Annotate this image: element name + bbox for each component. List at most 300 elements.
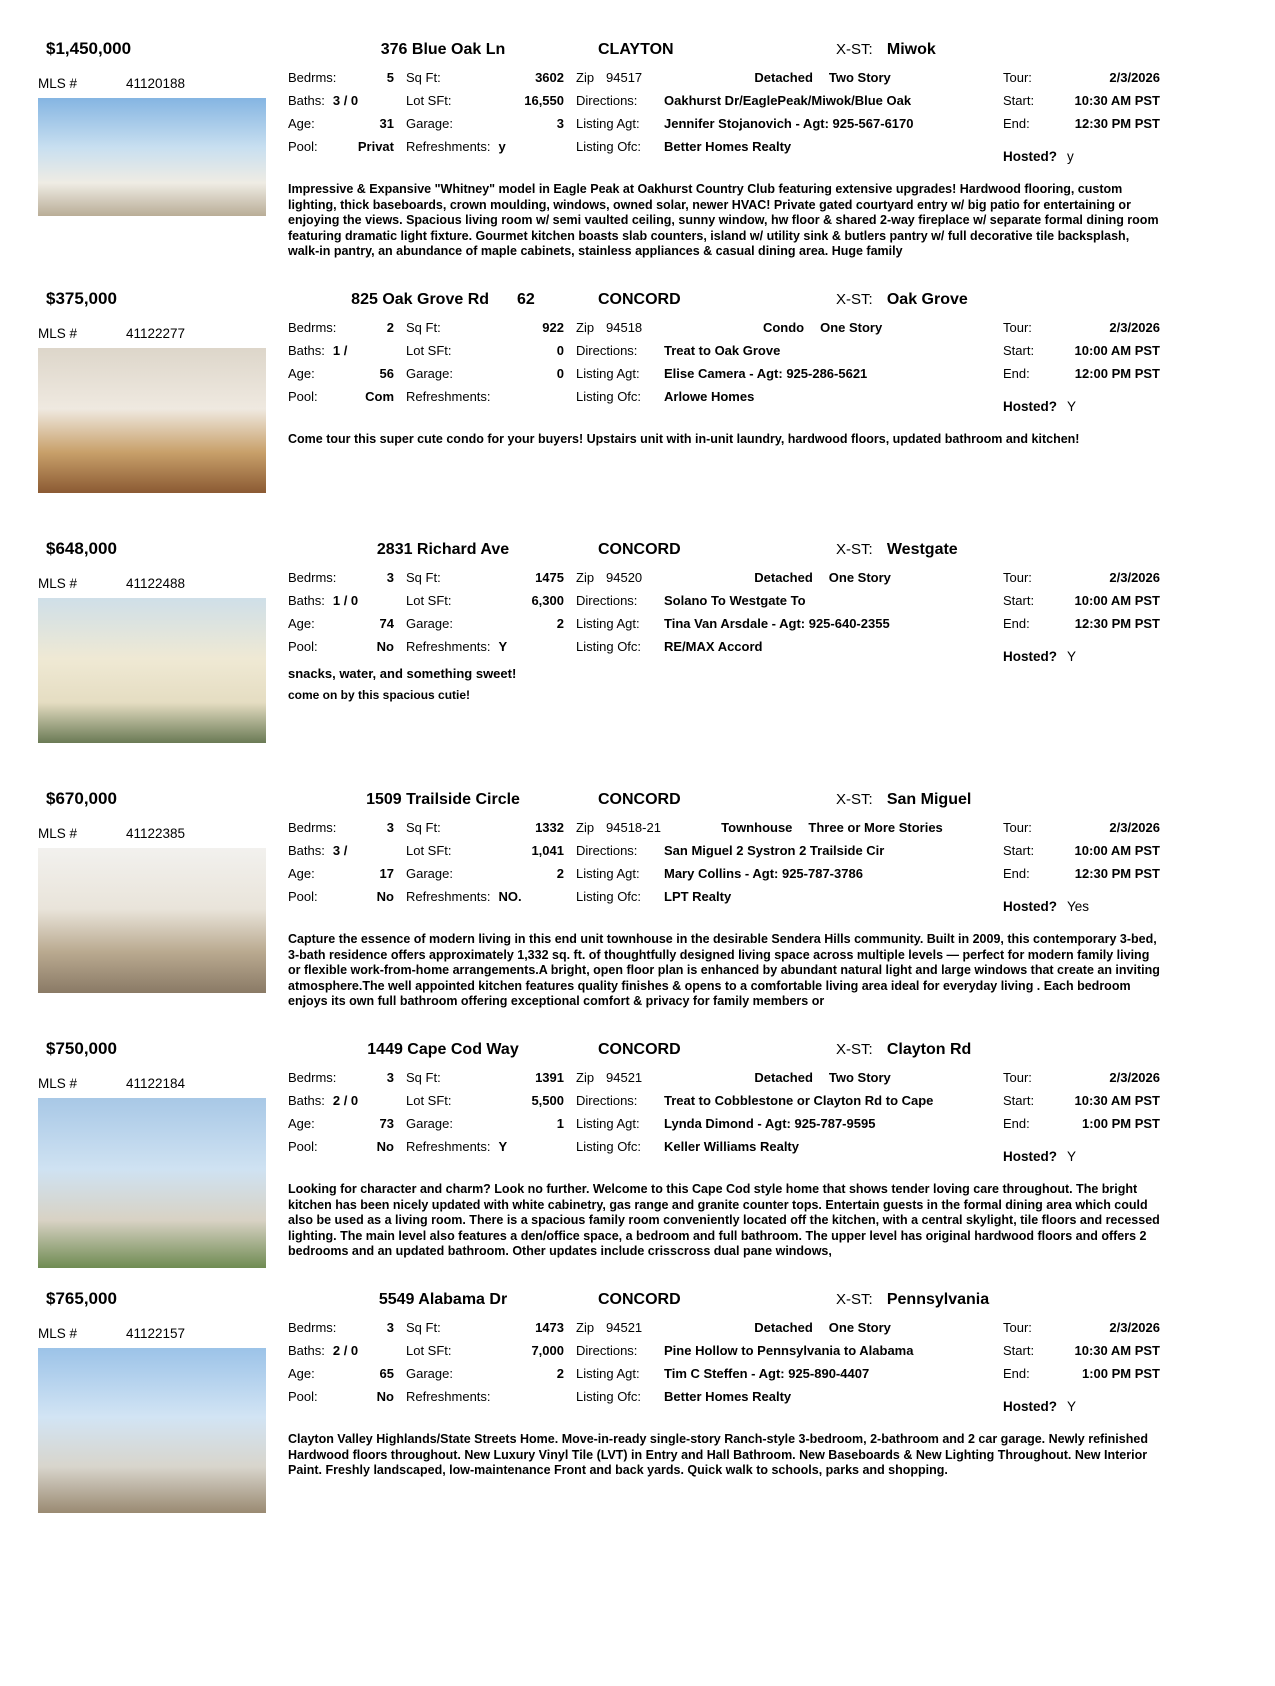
zip-value: 94518 [606,320,643,335]
listing-right-column [288,820,1160,1036]
lot-sqft-label: Lot SFt: [406,593,452,608]
details-column-b [406,1320,576,1414]
end-time-row [1003,616,1160,639]
baths-row [288,343,406,366]
details-column-a [288,570,406,664]
listing-photo [38,848,266,993]
hosted-label: Hosted? [1003,899,1057,914]
listing-address-block [288,541,598,559]
tour-date-value: 2/3/2026 [1109,1320,1160,1335]
property-type-block [642,570,1003,585]
listing-body [38,1320,1160,1556]
refreshments-label: Refreshments: [406,639,491,654]
listing-description: Capture the essence of modern living in this end unit townhouse in the desirable Sendera Hills community. Built in 2009, this contemporary 3-bed, 3-bath residence offers approximately 1,332 sq. ft. of thoughtfully designed living space across multiple levels — perfect for modern family living or flexible work-from-home arrangements.A bright, open floor plan is enhanced by abundant natural light and large windows that create an inviting atmosphere.The well appointed kitchen features quality finishes & opens to a comfortable living area ideal for everyday living . Each bedroom enjoys its own full bathroom offering exceptional comfort & privacy for family members or [288,932,1160,1009]
hosted-row [1003,399,1160,414]
cross-street-value: Oak Grove [886,291,968,308]
refreshments-note-line1: snacks, water, and something sweet! [288,666,517,681]
pool-label: Pool: [288,889,318,904]
listing-agent-label: Listing Agt: [576,616,640,631]
zip-label: Zip [576,320,595,335]
start-time-value: 10:00 AM PST [1074,843,1160,858]
details-column-b [406,1070,576,1164]
details-column-d [1003,70,1160,164]
end-time-row [1003,1116,1160,1139]
listing-header [38,286,1160,320]
pool-label: Pool: [288,1389,318,1404]
baths-label: Baths: [288,843,325,858]
cross-street-label: X-ST: [836,291,873,308]
listing-office-value: RE/MAX Accord [664,639,763,654]
cross-street-value: San Miguel [886,791,972,808]
listing-right-column [288,1070,1160,1286]
listing-right-column [288,1320,1160,1556]
property-type-block [642,1320,1003,1335]
listing-address: 2831 Richard Ave [376,541,510,558]
cross-street-label: X-ST: [836,1041,873,1058]
listing-left-column [38,1320,288,1556]
start-time-value: 10:00 AM PST [1074,343,1160,358]
listing-unit: 62 [517,291,535,308]
details-column-a [288,820,406,914]
age-label: Age: [288,616,315,631]
garage-label: Garage: [406,1116,453,1131]
end-time-row [1003,366,1160,389]
sqft-value: 1475 [535,570,564,585]
directions-row [576,593,1003,616]
sqft-row [406,1070,576,1093]
start-time-row [1003,1093,1160,1116]
listing-right-column [288,570,1160,786]
bedrooms-label: Bedrms: [288,70,337,85]
listing-office-label: Listing Ofc: [576,389,642,404]
tour-date-row [1003,1070,1160,1093]
hosted-row [1003,149,1160,164]
tour-date-value: 2/3/2026 [1109,570,1160,585]
listing-left-column [38,570,288,786]
bedrooms-value: 3 [386,1070,394,1085]
listing-details-grid [288,320,1160,414]
refreshments-notes [288,666,1160,708]
age-row [288,866,406,889]
listing-agent-row [576,1366,1003,1389]
directions-label: Directions: [576,843,638,858]
listing-address: 376 Blue Oak Ln [380,41,506,58]
property-type: Townhouse [721,820,793,835]
listing-body [38,320,1160,536]
listing-office-row [576,1389,1003,1412]
mls-label: MLS # [38,75,78,91]
listing-price: $750,000 [46,1039,117,1058]
zip-type-row [576,570,1003,593]
listing-city: CONCORD [598,291,681,308]
sqft-value: 3602 [535,70,564,85]
baths-value: 1 / [332,343,348,358]
directions-value: Solano To Westgate To [664,593,806,608]
refreshments-row [406,389,576,412]
sqft-label: Sq Ft: [406,1070,441,1085]
directions-label: Directions: [576,93,638,108]
lot-sqft-row [406,593,576,616]
listing-price: $375,000 [46,289,117,308]
pool-row [288,1139,406,1162]
cross-street-block [788,36,1160,59]
listing-card [38,536,1160,786]
pool-value: Privat [357,139,394,154]
zip-value: 94521 [606,1320,643,1335]
listing-agent-value: Mary Collins - Agt: 925-787-3786 [664,866,863,881]
zip-label: Zip [576,1070,595,1085]
tour-date-label: Tour: [1003,1320,1032,1335]
directions-value: Treat to Cobblestone or Clayton Rd to Cape [664,1093,934,1108]
garage-value: 3 [556,116,564,131]
zip-value: 94518-21 [606,820,661,835]
listing-body [38,70,1160,286]
tour-date-row [1003,570,1160,593]
age-label: Age: [288,1116,315,1131]
listing-agent-label: Listing Agt: [576,116,640,131]
hosted-value: Y [1067,399,1077,414]
lot-sqft-value: 7,000 [531,1343,564,1358]
details-column-b [406,320,576,414]
listing-right-column [288,320,1160,536]
lot-sqft-label: Lot SFt: [406,843,452,858]
sqft-value: 1391 [535,1070,564,1085]
cross-street-label: X-ST: [836,1291,873,1308]
age-row [288,366,406,389]
tour-date-label: Tour: [1003,70,1032,85]
tour-date-row [1003,1320,1160,1343]
lot-sqft-value: 16,550 [524,93,564,108]
listing-description: Clayton Valley Highlands/State Streets Home. Move-in-ready single-story Ranch-style 3-bedroom, 2-bathroom and 2 car garage. Newly refinished Hardwood floors throughout. New Luxury Vinyl Tile (LVT) in Entry and Hall Bathroom. New Baseboards & New Lighting Throughout. New Interior Paint. Freshly landscaped, low-maintenance Front and back yards. Quick walk to schools, parks and shopping. [288,1432,1148,1478]
start-time-row [1003,93,1160,116]
property-stories: Three or More Stories [808,820,943,835]
zip-type-row [576,70,1003,93]
details-column-c [576,320,1003,414]
refreshments-label: Refreshments: [406,1139,491,1154]
bedrooms-value: 3 [386,1320,394,1335]
pool-row [288,889,406,912]
listing-left-column [38,1070,288,1286]
cross-street-block [788,1036,1160,1059]
property-type: Condo [762,320,805,335]
pool-value: No [376,1389,394,1404]
listing-agent-row [576,1116,1003,1139]
mls-number: 41122157 [126,1325,186,1341]
garage-row [406,866,576,889]
hosted-value: Y [1067,1399,1077,1414]
listing-card [38,786,1160,1036]
listing-details-grid [288,820,1160,914]
tour-date-row [1003,320,1160,343]
baths-label: Baths: [288,593,325,608]
listing-card [38,36,1160,286]
sqft-row [406,70,576,93]
zip-type-row [576,320,1003,343]
listing-office-value: Arlowe Homes [664,389,755,404]
listing-address-block [288,791,598,809]
hosted-label: Hosted? [1003,149,1057,164]
pool-label: Pool: [288,389,318,404]
pool-label: Pool: [288,1139,318,1154]
property-type-block [661,820,1003,835]
directions-value: San Miguel 2 Systron 2 Trailside Cir [664,843,885,858]
sqft-row [406,570,576,593]
tour-date-row [1003,70,1160,93]
listing-description: Come tour this super cute condo for your buyers! Upstairs unit with in-unit laundry, hardwood floors, updated bathroom and kitchen! [288,432,1080,446]
refreshments-value: Y [498,639,508,654]
listing-card [38,1036,1160,1286]
tour-sheet [38,36,1160,1556]
bedrooms-row [288,1070,406,1093]
start-time-value: 10:00 AM PST [1074,593,1160,608]
details-column-a [288,70,406,164]
listing-description: Looking for character and charm? Look no further. Welcome to this Cape Cod style home that shows tender loving care throughout. The bright kitchen has been nicely updated with white cabinetry, gas range and granite counter tops. Entertain guests in the formal dining area which could also be used as a living room. There is a spacious family room conveniently located off the kitchen, with a central skylight, tile floors and recessed lighting. The main level also features a den/office space, a bedroom and full bathroom. The upper level has original hardwood floors and offers 2 bedrooms and an updated bathroom. Other updates include crisscross dual pane windows, [288,1182,1160,1259]
listing-agent-row [576,116,1003,139]
directions-value: Treat to Oak Grove [664,343,781,358]
listing-office-value: LPT Realty [664,889,732,904]
sqft-label: Sq Ft: [406,570,441,585]
age-value: 73 [379,1116,394,1131]
baths-row [288,1343,406,1366]
lot-sqft-value: 0 [556,343,564,358]
lot-sqft-value: 1,041 [531,843,564,858]
zip-label: Zip [576,70,595,85]
end-time-label: End: [1003,616,1030,631]
listing-photo [38,1348,266,1513]
sqft-label: Sq Ft: [406,820,441,835]
listing-agent-label: Listing Agt: [576,1116,640,1131]
bedrooms-label: Bedrms: [288,820,337,835]
garage-label: Garage: [406,866,453,881]
refreshments-row [406,1389,576,1412]
end-time-value: 1:00 PM PST [1081,1366,1160,1381]
end-time-row [1003,1366,1160,1389]
listing-details-grid [288,1070,1160,1164]
garage-value: 2 [556,1366,564,1381]
listing-office-label: Listing Ofc: [576,889,642,904]
garage-value: 0 [556,366,564,381]
listing-city: CONCORD [598,1291,681,1308]
tour-date-label: Tour: [1003,320,1032,335]
listing-photo [38,348,266,493]
cross-street-block [788,536,1160,559]
listing-photo [38,1098,266,1268]
pool-value: Com [365,389,394,404]
start-time-label: Start: [1003,343,1035,358]
listing-body [38,1070,1160,1286]
refreshments-label: Refreshments: [406,889,491,904]
listing-office-label: Listing Ofc: [576,639,642,654]
age-value: 56 [379,366,394,381]
zip-label: Zip [576,1320,595,1335]
age-row [288,1116,406,1139]
property-type-block [642,320,1003,335]
mls-number: 41122184 [126,1075,186,1091]
age-value: 17 [379,866,394,881]
refreshments-label: Refreshments: [406,389,491,404]
garage-label: Garage: [406,616,453,631]
hosted-label: Hosted? [1003,1149,1057,1164]
property-type-block [642,1070,1003,1085]
listing-photo [38,598,266,743]
details-column-b [406,820,576,914]
directions-label: Directions: [576,1343,638,1358]
zip-value: 94521 [606,1070,643,1085]
age-label: Age: [288,366,315,381]
mls-row [38,1070,288,1096]
refreshments-row [406,1139,576,1162]
listing-header [38,786,1160,820]
tour-date-value: 2/3/2026 [1109,820,1160,835]
end-time-value: 12:30 PM PST [1074,116,1160,131]
garage-label: Garage: [406,366,453,381]
listing-left-column [38,820,288,1036]
baths-value: 1 / 0 [332,593,359,608]
zip-type-row [576,1320,1003,1343]
sqft-label: Sq Ft: [406,1320,441,1335]
pool-label: Pool: [288,639,318,654]
directions-row [576,843,1003,866]
end-time-row [1003,116,1160,139]
end-time-label: End: [1003,866,1030,881]
hosted-row [1003,1149,1160,1164]
lot-sqft-row [406,1343,576,1366]
listing-city: CONCORD [598,791,681,808]
listing-left-column [38,70,288,286]
hosted-row [1003,649,1160,664]
bedrooms-row [288,1320,406,1343]
age-label: Age: [288,1366,315,1381]
pool-value: No [376,889,394,904]
listing-body [38,570,1160,786]
age-value: 74 [379,616,394,631]
garage-row [406,1116,576,1139]
directions-label: Directions: [576,1093,638,1108]
zip-type-row [576,1070,1003,1093]
listing-agent-value: Elise Camera - Agt: 925-286-5621 [664,366,868,381]
details-column-b [406,70,576,164]
start-time-value: 10:30 AM PST [1074,93,1160,108]
cross-street-block [788,286,1160,309]
listing-details-grid [288,70,1160,164]
age-label: Age: [288,116,315,131]
sqft-value: 1473 [535,1320,564,1335]
start-time-label: Start: [1003,843,1035,858]
property-stories: One Story [828,1320,891,1335]
sqft-label: Sq Ft: [406,320,441,335]
refreshments-row [406,889,576,912]
refreshments-value: Y [498,1139,508,1154]
end-time-label: End: [1003,366,1030,381]
pool-value: No [376,639,394,654]
baths-label: Baths: [288,1093,325,1108]
directions-row [576,1093,1003,1116]
details-column-d [1003,1320,1160,1414]
cross-street-value: Clayton Rd [886,1041,972,1058]
listing-agent-label: Listing Agt: [576,366,640,381]
directions-row [576,93,1003,116]
bedrooms-label: Bedrms: [288,320,337,335]
mls-number: 41122277 [126,325,186,341]
property-stories: One Story [820,320,883,335]
refreshments-value: NO. [498,889,522,904]
listing-city: CONCORD [598,1041,681,1058]
tour-date-row [1003,820,1160,843]
garage-label: Garage: [406,116,453,131]
baths-label: Baths: [288,93,325,108]
cross-street-value: Pennsylvania [886,1291,990,1308]
pool-label: Pool: [288,139,318,154]
age-label: Age: [288,866,315,881]
zip-value: 94520 [606,570,643,585]
pool-row [288,389,406,412]
listing-office-value: Better Homes Realty [664,139,792,154]
details-column-c [576,70,1003,164]
lot-sqft-label: Lot SFt: [406,93,452,108]
listing-address: 1449 Cape Cod Way [367,1041,519,1058]
age-row [288,116,406,139]
lot-sqft-row [406,343,576,366]
bedrooms-row [288,570,406,593]
listing-details-grid [288,570,1160,664]
start-time-label: Start: [1003,1093,1035,1108]
listing-city: CLAYTON [598,41,674,58]
listing-price: $1,450,000 [46,39,132,58]
details-column-c [576,820,1003,914]
garage-row [406,616,576,639]
hosted-value: Y [1067,1149,1077,1164]
listing-agent-row [576,866,1003,889]
mls-label: MLS # [38,325,78,341]
bedrooms-row [288,820,406,843]
sqft-value: 1332 [535,820,564,835]
zip-type-row [576,820,1003,843]
property-stories: Two Story [828,1070,891,1085]
bedrooms-row [288,320,406,343]
listing-address-block [288,1291,598,1309]
listing-header [38,1036,1160,1070]
property-stories: One Story [828,570,891,585]
end-time-label: End: [1003,1116,1030,1131]
sqft-label: Sq Ft: [406,70,441,85]
property-stories: Two Story [828,70,891,85]
hosted-label: Hosted? [1003,649,1057,664]
baths-label: Baths: [288,343,325,358]
listing-header [38,36,1160,70]
start-time-row [1003,343,1160,366]
end-time-value: 12:00 PM PST [1074,366,1160,381]
age-row [288,616,406,639]
details-column-a [288,320,406,414]
directions-value: Oakhurst Dr/EaglePeak/Miwok/Blue Oak [664,93,912,108]
listing-office-row [576,889,1003,912]
age-value: 31 [379,116,394,131]
lot-sqft-label: Lot SFt: [406,1093,452,1108]
baths-label: Baths: [288,1343,325,1358]
details-column-c [576,1070,1003,1164]
sqft-row [406,320,576,343]
end-time-row [1003,866,1160,889]
listing-card [38,286,1160,536]
garage-row [406,116,576,139]
refreshments-label: Refreshments: [406,1389,491,1404]
property-type: Detached [754,1070,813,1085]
hosted-value: y [1067,149,1074,164]
start-time-value: 10:30 AM PST [1074,1093,1160,1108]
pool-row [288,639,406,662]
details-column-d [1003,820,1160,914]
listing-office-row [576,389,1003,412]
